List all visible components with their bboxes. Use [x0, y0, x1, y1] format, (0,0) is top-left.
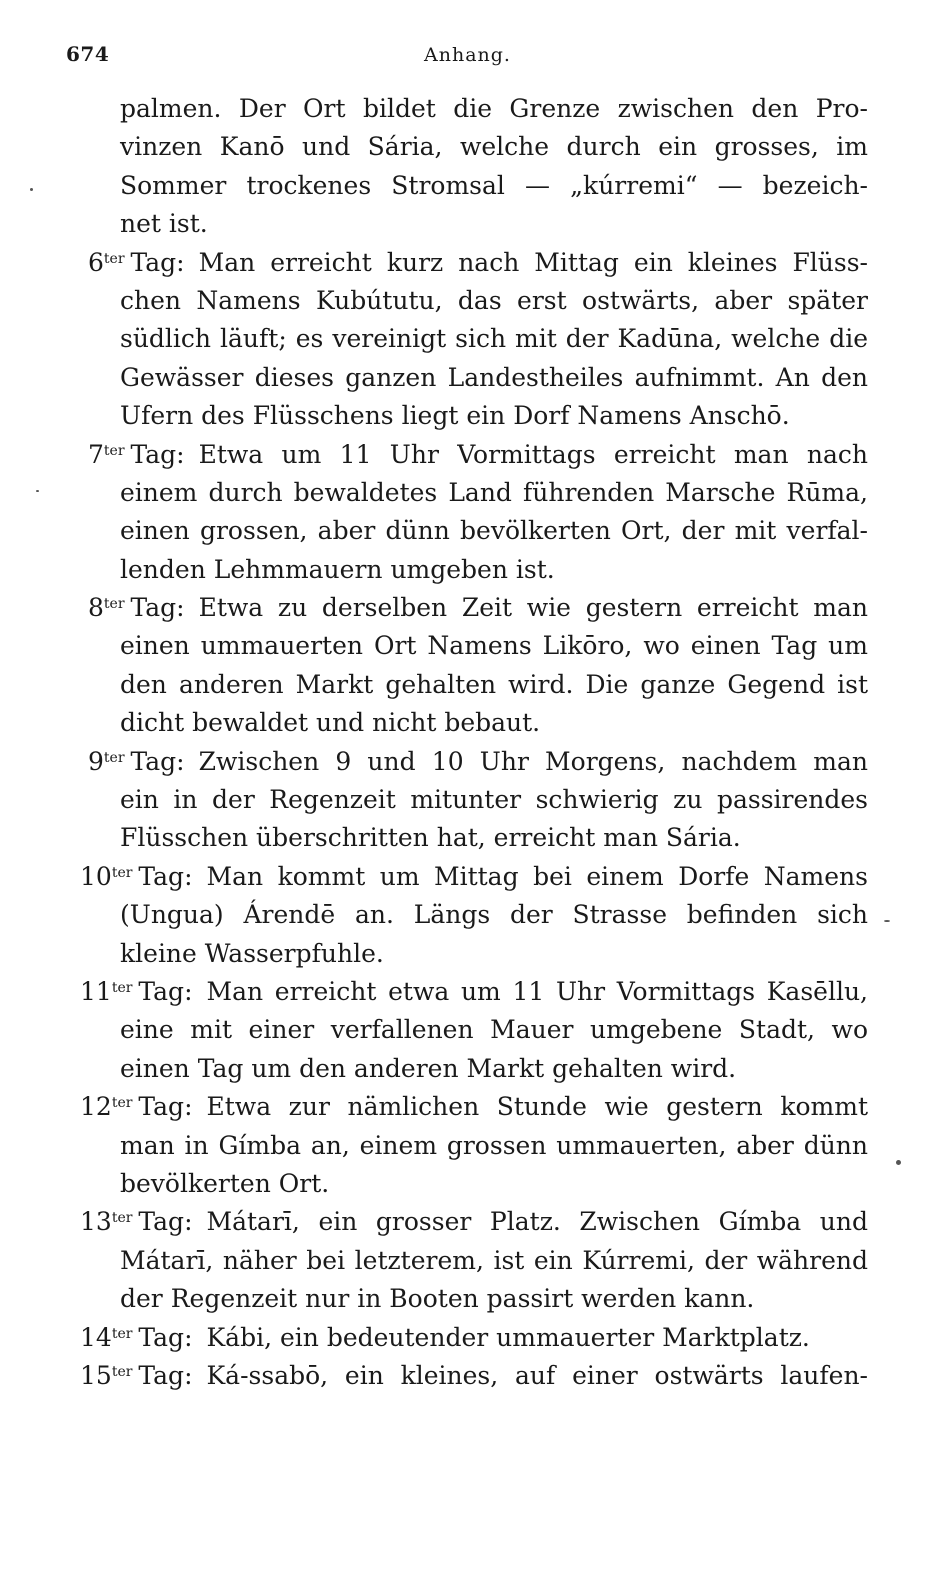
text-line: net ist.	[120, 209, 208, 239]
ordinal-suffix: ter	[111, 979, 133, 996]
day-entry	[0, 858, 930, 973]
tag-word: Tag:	[138, 1322, 193, 1352]
tag-word: Tag:	[130, 593, 185, 623]
entry-first-line	[80, 1203, 868, 1241]
tag-word: Tag:	[130, 746, 185, 776]
day-label	[80, 1088, 193, 1126]
day-entries	[0, 244, 930, 1396]
print-speck	[884, 920, 890, 922]
text-line: Sommer trockenes Stromsal — „kúrremi“ — bezeich-	[120, 170, 868, 200]
day-number: 15	[80, 1360, 112, 1390]
text-line: bevölkerten Ort.	[120, 1168, 330, 1198]
entry-text: Man erreicht kurz nach Mittag ein kleines Flüss-	[198, 247, 868, 277]
day-entry	[0, 1203, 930, 1318]
text-line: palmen. Der Ort bildet die Grenze zwischen den Pro-	[120, 94, 868, 123]
entry-first-line	[80, 858, 868, 896]
entry-text: Etwa zu derselben Zeit wie gestern erreicht man	[198, 593, 868, 623]
entry-first-line	[80, 973, 868, 1011]
day-entry	[0, 973, 930, 1088]
intro-paragraph	[0, 90, 930, 244]
print-speck	[30, 188, 33, 191]
entry-first-line	[80, 1357, 868, 1395]
entry-text: Man kommt um Mittag bei einem Dorfe Namens	[206, 861, 868, 891]
day-label	[80, 1319, 193, 1357]
ordinal-suffix: ter	[103, 596, 125, 613]
text-line: Flüsschen überschritten hat, erreicht man Sária.	[120, 823, 741, 853]
text-line: chen Namens Kubútutu, das erst ostwärts, aber später	[120, 285, 868, 315]
entry-text: Etwa um 11 Uhr Vormittags erreicht man nach	[198, 439, 868, 469]
ordinal-suffix: ter	[111, 1325, 133, 1342]
text-line: einen Tag um den anderen Markt gehalten wird.	[120, 1053, 737, 1083]
tag-word: Tag:	[138, 861, 193, 891]
entry-text: Mátarī, ein grosser Platz. Zwischen Gímba und	[206, 1207, 868, 1237]
running-head: Anhang.	[424, 44, 511, 66]
entry-first-line	[88, 743, 868, 781]
day-number: 12	[80, 1092, 112, 1122]
entry-text: Man erreicht etwa um 11 Uhr Vormittags Kasēllu,	[206, 976, 868, 1006]
day-number: 10	[80, 861, 112, 891]
day-number: 6	[88, 247, 104, 277]
tag-word: Tag:	[138, 1207, 193, 1237]
ordinal-suffix: ter	[103, 250, 125, 267]
day-number: 11	[80, 976, 112, 1006]
text-line: einen ummauerten Ort Namens Likōro, wo einen Tag um	[120, 631, 868, 661]
day-entry	[0, 436, 930, 590]
text-line: vinzen Kanō und Sária, welche durch ein grosses, im	[120, 132, 868, 162]
text-line: (Ungua) Árendē an. Längs der Strasse befinden sich	[120, 900, 868, 930]
text-line: südlich läuft; es vereinigt sich mit der Kadūna, welche die	[120, 324, 868, 354]
entry-first-line	[80, 1319, 868, 1357]
day-label	[88, 244, 185, 282]
day-entry	[0, 743, 930, 858]
entry-first-line	[88, 589, 868, 627]
text-line: dicht bewaldet und nicht bebaut.	[120, 708, 541, 738]
day-label	[80, 973, 193, 1011]
entry-text: Kábi, ein bedeutender ummauerter Marktplatz.	[206, 1322, 810, 1352]
text-line: Mátarī, näher bei letzterem, ist ein Kúrremi, der während	[120, 1245, 868, 1275]
day-label	[88, 589, 185, 627]
tag-word: Tag:	[138, 1360, 193, 1390]
tag-word: Tag:	[130, 247, 185, 277]
entry-first-line	[80, 1088, 868, 1126]
day-label	[88, 743, 185, 781]
text-line: einem durch bewaldetes Land führenden Marsche Rūma,	[120, 477, 868, 507]
text-line: man in Gímba an, einem grossen ummauerten, aber dünn	[120, 1130, 868, 1160]
print-speck	[896, 1160, 901, 1165]
tag-word: Tag:	[138, 976, 193, 1006]
text-line: den anderen Markt gehalten wird. Die ganze Gegend ist	[120, 669, 868, 699]
text-line: der Regenzeit nur in Booten passirt werden kann.	[120, 1284, 755, 1314]
day-number: 14	[80, 1322, 112, 1352]
entry-text: Etwa zur nämlichen Stunde wie gestern kommt	[206, 1092, 868, 1122]
text-line: Gewässer dieses ganzen Landestheiles aufnimmt. An den	[120, 362, 868, 392]
day-label	[80, 858, 193, 896]
entry-text: Ká-ssabō, ein kleines, auf einer ostwärts laufen-	[206, 1360, 868, 1390]
day-entry	[0, 1088, 930, 1203]
day-number: 8	[88, 593, 104, 623]
text-line: einen grossen, aber dünn bevölkerten Ort, der mit verfal-	[120, 516, 868, 546]
text-line: eine mit einer verfallenen Mauer umgebene Stadt, wo	[120, 1015, 868, 1045]
body-text	[0, 90, 930, 1395]
text-line: kleine Wasserpfuhle.	[120, 938, 384, 968]
text-line: lenden Lehmmauern umgeben ist.	[120, 554, 555, 584]
text-line: Ufern des Flüsschens liegt ein Dorf Namens Anschō.	[120, 401, 790, 431]
print-speck	[36, 490, 39, 492]
day-number: 9	[88, 746, 104, 776]
day-entry	[0, 244, 930, 436]
ordinal-suffix: ter	[111, 1210, 133, 1227]
day-label	[80, 1357, 193, 1395]
ordinal-suffix: ter	[103, 442, 125, 459]
entry-first-line	[88, 244, 868, 282]
ordinal-suffix: ter	[111, 1363, 133, 1380]
page-number: 674	[66, 42, 110, 66]
entry-first-line	[88, 436, 868, 474]
page-header	[66, 42, 866, 72]
entry-text: Zwischen 9 und 10 Uhr Morgens, nachdem man	[198, 746, 868, 776]
day-label	[88, 436, 185, 474]
ordinal-suffix: ter	[111, 1095, 133, 1112]
ordinal-suffix: ter	[103, 749, 125, 766]
ordinal-suffix: ter	[111, 864, 133, 881]
day-label	[80, 1203, 193, 1241]
day-entry	[0, 589, 930, 743]
day-entry	[0, 1319, 930, 1357]
tag-word: Tag:	[130, 439, 185, 469]
tag-word: Tag:	[138, 1092, 193, 1122]
day-entry	[0, 1357, 930, 1395]
day-number: 13	[80, 1207, 112, 1237]
text-line: ein in der Regenzeit mitunter schwierig zu passirendes	[120, 785, 868, 815]
day-number: 7	[88, 439, 104, 469]
